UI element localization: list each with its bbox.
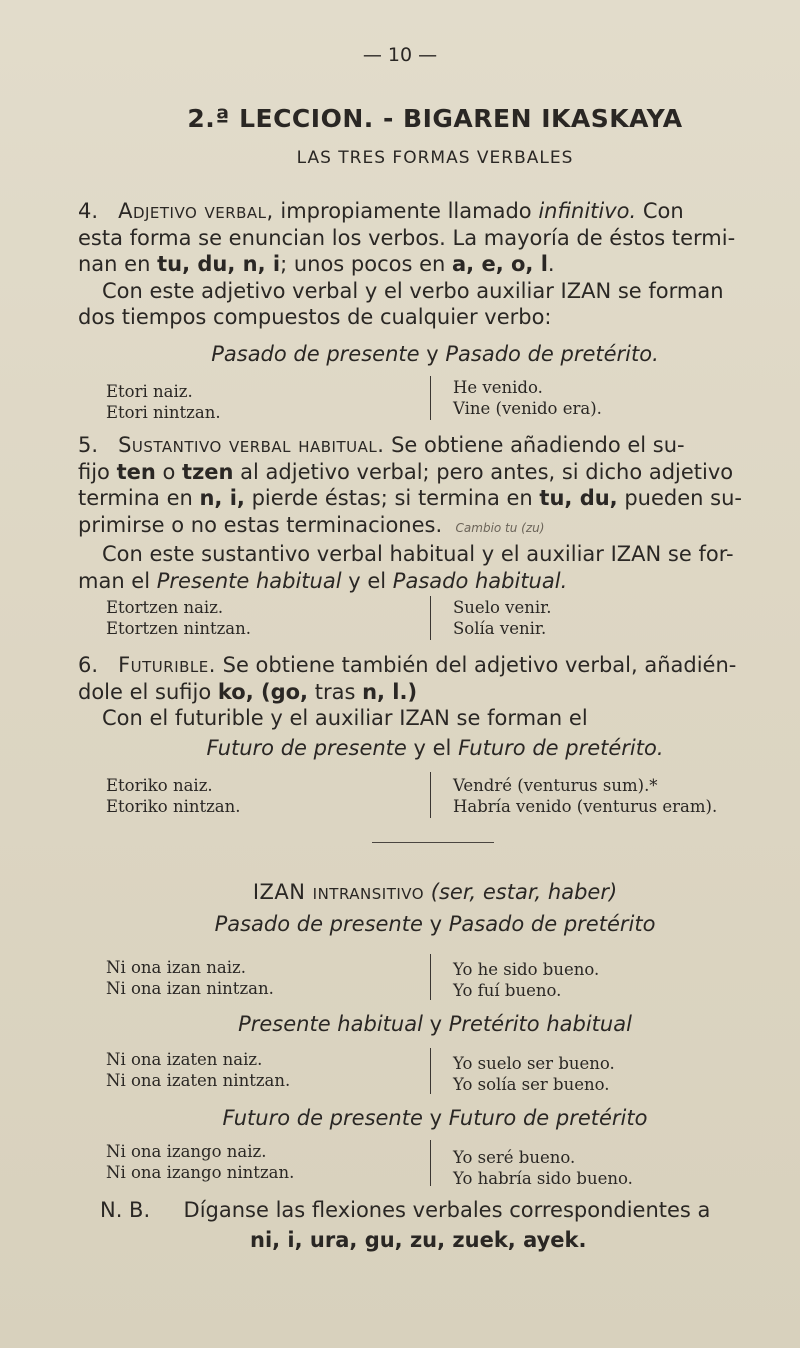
izan-block-2-spanish [453, 1054, 615, 1095]
section-6-line-3: Con el futurible y el auxiliar IZAN se forman el [102, 706, 588, 730]
izan-block-3-tenses [0, 1106, 800, 1130]
bold-text: a, e, o, l [452, 252, 548, 276]
text: Se obtiene añadiendo el su- [384, 433, 685, 457]
italic-text: Presente habitual [156, 568, 342, 593]
translation-row: Suelo venir. [453, 598, 552, 617]
column-divider [430, 376, 431, 420]
tense-name: Futuro de pretérito. [458, 736, 664, 760]
conjugation-row: Ni ona izan nintzan. [106, 978, 274, 998]
text: o [155, 459, 183, 484]
conjugation-row: Ni ona izan naiz. [106, 958, 246, 977]
translation-row: He venido. [453, 378, 543, 397]
bold-text: tu, du, n, i [157, 252, 281, 276]
section-6-line-1 [78, 652, 800, 679]
text: termina en [78, 486, 200, 510]
text: Con [636, 199, 684, 223]
conjugation-row: Ni ona izaten naiz. [106, 1050, 263, 1069]
izan-block-3-spanish [453, 1148, 633, 1189]
izan-block-1-tenses [0, 912, 800, 936]
section-4-spanish-forms [453, 378, 602, 419]
tense-name: Presente habitual [238, 1012, 423, 1036]
text: fijo [78, 459, 117, 484]
izan-block-3-basque [106, 1142, 294, 1183]
text: pueden su- [617, 486, 742, 510]
bold-text: n, i, [199, 486, 245, 510]
section-4-line-3 [78, 251, 800, 278]
text: impropiamente llamado [273, 199, 539, 223]
conjunction: y el [413, 736, 452, 760]
section-4-line-4: Con este adjetivo verbal y el verbo auxiliar IZAN se forman [102, 278, 724, 303]
conjunction: y [426, 342, 439, 366]
handwritten-note: Cambio tu (zu) [455, 520, 545, 535]
text: pierde éstas; si termina en [244, 486, 540, 510]
text: primirse o no estas terminaciones. [78, 512, 443, 537]
section-5-line-3 [78, 485, 800, 512]
section-number: 5. [78, 433, 99, 457]
izan-block-1-spanish [453, 960, 599, 1001]
bold-text: tu, du, [539, 486, 618, 510]
section-4-basque-forms [106, 382, 221, 423]
bold-text: ko, (go, [217, 679, 309, 704]
column-divider [430, 772, 431, 818]
translation-row: Vine (venido era). [453, 398, 602, 418]
izan-block-2-basque [106, 1050, 290, 1091]
column-divider [430, 596, 431, 640]
izan-block-1-basque [106, 958, 274, 999]
column-divider [430, 1140, 431, 1186]
izan-meaning: (ser, estar, haber) [430, 880, 618, 904]
section-5-line-5: Con este sustantivo verbal habitual y el auxiliar IZAN se for- [102, 542, 734, 566]
section-4-paragraph [78, 198, 800, 331]
section-heading: Adjetivo verbal, [118, 199, 274, 223]
conjugation-row: Ni ona izango naiz. [106, 1142, 267, 1161]
italic-text: infinitivo. [538, 199, 637, 223]
page-number: — 10 — [362, 44, 438, 66]
translation-row: Habría venido (venturus eram). [453, 796, 718, 816]
section-divider [372, 842, 494, 843]
translation-row: Vendré (venturus sum).* [453, 776, 658, 795]
section-heading: Sustantivo verbal habitual. [118, 433, 385, 457]
bold-text: n, l.) [362, 679, 418, 704]
column-divider [430, 954, 431, 1000]
section-6-tenses [0, 736, 800, 760]
text: dole el sufijo [78, 679, 218, 704]
izan-heading [0, 880, 800, 904]
section-4-line-1 [78, 198, 800, 225]
text: Se obtiene también del adjetivo verbal, añadién- [215, 653, 737, 677]
section-6-line-2 [78, 679, 800, 706]
translation-row: Yo solía ser bueno. [453, 1074, 610, 1094]
tense-name: Pretérito habitual [448, 1012, 632, 1036]
section-4-line-5: dos tiempos compuestos de cualquier verbo: [78, 305, 552, 329]
text: ; unos pocos en [280, 252, 453, 276]
translation-row: Yo fuí bueno. [453, 980, 562, 1000]
conjunction: y [429, 1012, 443, 1036]
text: . [547, 252, 555, 276]
section-number: 4. [78, 199, 99, 223]
conjugation-row: Etori nintzan. [106, 402, 221, 422]
section-5-line-6 [78, 568, 800, 595]
conjugation-row: Etortzen nintzan. [106, 618, 252, 638]
text: man el [78, 568, 157, 593]
izan-block-2-tenses [0, 1012, 800, 1036]
bold-text: ten [116, 459, 156, 484]
section-heading: Futurible. [118, 653, 216, 677]
section-4-tenses [0, 342, 800, 366]
izan-title: IZAN intransitivo [252, 880, 425, 904]
section-5-basque-forms [106, 598, 251, 639]
section-5-line-2 [78, 459, 800, 486]
tense-name: Pasado de presente [211, 342, 420, 366]
tense-name: Futuro de presente [222, 1106, 423, 1130]
translation-row: Yo seré bueno. [453, 1148, 576, 1167]
tense-name: Pasado de pretérito. [445, 342, 659, 366]
section-5-line-1 [78, 432, 800, 459]
nb-pronouns: ni, i, ura, gu, zu, zuek, ayek. [250, 1228, 587, 1252]
text: al adjetivo verbal; pero antes, si dicho adjetivo [233, 459, 734, 484]
section-number: 6. [78, 653, 99, 677]
lesson-subtitle: LAS TRES FORMAS VERBALES [296, 148, 574, 168]
column-divider [430, 1048, 431, 1094]
nb-text: Díganse las flexiones verbales correspondientes a [183, 1198, 711, 1222]
section-6-spanish-forms [453, 776, 717, 817]
conjunction: y [429, 912, 443, 936]
section-6-basque-forms [106, 776, 241, 817]
tense-name: Pasado de presente [214, 912, 423, 936]
section-4-line-2: esta forma se enuncian los verbos. La mayoría de éstos termi- [78, 225, 736, 250]
conjugation-row: Ni ona izaten nintzan. [106, 1070, 291, 1090]
conjunction: y [429, 1106, 443, 1130]
italic-text: Pasado habitual. [392, 568, 568, 593]
translation-row: Yo suelo ser bueno. [453, 1054, 615, 1073]
section-5-spanish-forms [453, 598, 551, 639]
tense-name: Pasado de pretérito [448, 912, 656, 936]
translation-row: Yo habría sido bueno. [453, 1168, 633, 1188]
section-5-paragraph [78, 432, 800, 594]
section-6-paragraph [78, 652, 800, 732]
translation-row: Yo he sido bueno. [453, 960, 600, 979]
text: nan en [78, 252, 158, 276]
text: tras [308, 679, 363, 704]
section-5-line-4 [78, 512, 800, 542]
text: y el [341, 568, 393, 593]
bold-text: tzen [182, 459, 234, 484]
conjugation-row: Etoriko naiz. [106, 776, 213, 795]
conjugation-row: Ni ona izango nintzan. [106, 1162, 295, 1182]
nota-bene [100, 1198, 710, 1222]
conjugation-row: Etoriko nintzan. [106, 796, 241, 816]
translation-row: Solía venir. [453, 618, 547, 638]
lesson-title: 2.ª LECCION. - BIGAREN IKASKAYA [187, 104, 683, 133]
nb-label: N. B. [100, 1198, 151, 1222]
tense-name: Futuro de pretérito [448, 1106, 648, 1130]
conjugation-row: Etortzen naiz. [106, 598, 224, 617]
conjugation-row: Etori naiz. [106, 382, 193, 401]
tense-name: Futuro de presente [206, 736, 407, 760]
